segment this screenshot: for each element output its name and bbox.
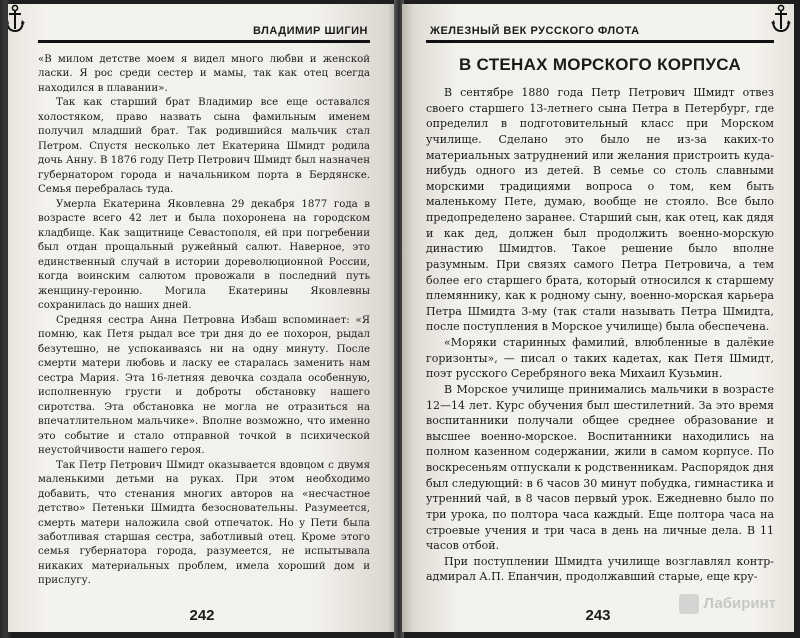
right-page xyxy=(402,4,794,632)
page-number: 243 xyxy=(585,607,611,624)
paragraph: Так Петр Петрович Шмидт оказывается вдовцом с двумя маленькими детьми на руках. При этом необходимо добавить, что стенания многих авторов на «несчастное детство» Петеньки Шмидта безосновательны. Разумеется, смерть матери наложила свой отпечаток. Но у Пети была заботливая старшая сестра, заботливый отец. Кроме этого семья губернатора города, разумеется, не испытывала никаких материальных проблем, имела хороший дом и прислугу. xyxy=(38,459,370,587)
watermark-text: Лабиринт xyxy=(703,594,776,612)
watermark xyxy=(679,594,776,614)
paragraph: Умерла Екатерина Яковлевна 29 декабря 1877 года в возрасте всего 42 лет и была похоронена на городском кладбище. Как защитнице Севастополя, ей при погребении был отдан прощальный ружейный салют. Наверное, это единственный случай в истории дореволюционной России, когда воинским салютом провожали в последний путь женщину-героиню. Могила Екатерины Яковлевны сохранилась до наших дней. xyxy=(38,198,370,312)
paragraph: Так как старший брат Владимир все еще оставался холостяком, право назвать сына фамильным именем получил младший брат. Так родившийся мальчик стал Петром. Спустя несколько лет Екатерина Шмидт родила дочь Анну. В 1876 году Петр Петрович Шмидт был назначен губернатором города и начальником порта в Бердянске. Семья перебралась туда. xyxy=(38,97,370,196)
paragraph: «В милом детстве моем я видел много любви и женской ласки. Я рос среди сестер и мамы, так как отец всегда находился в плавании». xyxy=(38,54,370,94)
running-head xyxy=(426,14,774,43)
paragraph: Средняя сестра Анна Петровна Избаш вспоминает: «Я помню, как Петя рыдал все три дня до ее похорон, рыдал безутешно, не успокаиваясь ни на одну минуту. После смерти матери любовь и ласку ее старалась заменить нам сестра Мария. Эта 16-летняя девочка создала особенную, исполненную грусти и доброты обстановку нашего сиротства. Эта обстановка не могла не отразиться на впечатлительном мальчике». Вполне возможно, что именно это событие и стало отправной точкой в психической неустойчивости нашего героя. xyxy=(38,314,370,457)
paragraph: При поступлении Шмидта училище возглавлял контр-адмирал А.П. Епанчин, продолжавший старые, еще кру- xyxy=(426,554,774,584)
chapter-title: В СТЕНАХ МОРСКОГО КОРПУСА xyxy=(458,55,742,74)
right-page-text xyxy=(426,85,774,585)
running-head xyxy=(38,14,370,43)
paragraph: «Моряки старинных фамилий, влюбленные в далёкие горизонты», — писал о таких кадетах, как Петя Шмидт, поэт русского Серебряного века Михаил Кузьмин. xyxy=(426,336,774,381)
paragraph: В сентябре 1880 года Петр Петрович Шмидт отвез своего старшего 13-летнего сына Петра в Петербург, где определил в подготовительный класс при Морском училище. Сделано это было не из-за каких-то материальных затруднений или желания пристроить куда-нибудь одного из детей. В семье со столь славными морскими традициями вопроса о том, кем быть маленькому Пете, думаю, вообще не стояло. Все было предопределено заранее. Старший сын, как отец, как дядя и как дед, должен был продолжить военно-морскую династию Шмидтов. Такое решение было вполне разумным. При связях самого Петра Петровича, а тем более его старшего брата, который относился к старшему племяннику, как к родному сыну, военно-морская карьера Петра Шмидта 3-му (так стали называть Петра Шмидта, после поступления в Морское училище) была обеспечена. xyxy=(426,86,774,334)
running-head-text: ЖЕЛЕЗНЫЙ ВЕК РУССКОГО ФЛОТА xyxy=(430,25,640,37)
page-number: 242 xyxy=(189,607,215,624)
left-page xyxy=(8,4,396,632)
left-page-text xyxy=(38,53,370,589)
labirint-logo-icon xyxy=(679,594,699,614)
anchor-icon xyxy=(8,4,26,34)
paragraph: В Морское училище принимались мальчики в возрасте 12—14 лет. Курс обучения был шестилетний. За это время воспитанники получали общее среднее образование и высшее военно-морское. Воспитанники находились на полном казенном содержании, жили в самом корпусе. По воскресеньям отпускали к родственникам. Распорядок дня был следующий: в 6 часов 30 минут побудка, гимнастика и утренний чай, в 8 часов первый урок. Ежедневно было по три урока, по полтора часа каждый. Еще полтора часа на строевые учения и три часа в день на личные дела. В 11 часов отбой. xyxy=(426,382,774,553)
running-head-text: ВЛАДИМИР ШИГИН xyxy=(253,25,368,37)
